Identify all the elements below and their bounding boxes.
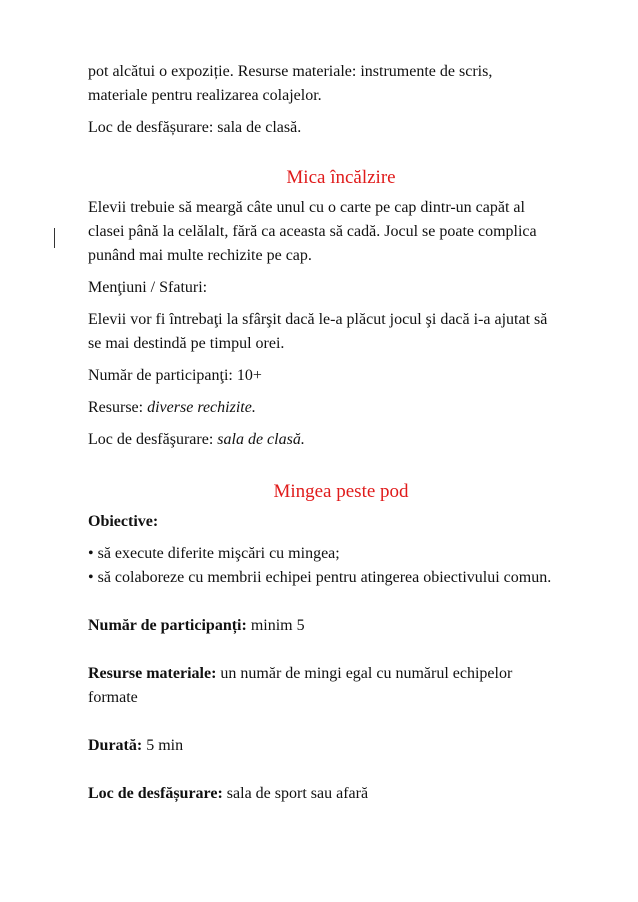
section1-desc-line: Elevii trebuie să meargă câte unul cu o carte pe cap dintr-un capăt al <box>88 199 525 216</box>
loc-value: sala de sport sau afară <box>222 785 369 802</box>
section2-resurse-cont: formate <box>88 689 138 706</box>
durata-value: 5 min <box>142 737 184 754</box>
document-page <box>88 60 594 806</box>
section-title-mica-incalzire: Mica încălzire <box>286 167 396 188</box>
section2-participanti <box>88 614 594 638</box>
resurse-value: un număr de mingi egal cu numărul echipelor <box>216 665 513 682</box>
section2-obiective-label: Obiective: <box>88 513 159 530</box>
section1-sfat-line: Elevii vor fi întrebaţi la sfârşit dacă le-a plăcut jocul şi dacă i-a ajutat să <box>88 311 548 328</box>
section1-desc-line: clasei până la celălalt, fără ca aceasta să cadă. Jocul se poate complica <box>88 223 537 240</box>
intro-location: Loc de desfășurare: sala de clasă. <box>88 119 302 136</box>
section1-desc-line: punând mai multe rechizite pe cap. <box>88 247 312 264</box>
resurse-label: Resurse materiale: <box>88 665 217 682</box>
section1-mentiuni: Menţiuni / Sfaturi: <box>88 279 208 296</box>
intro-line: pot alcătui o expoziție. Resurse materiale: instrumente de scris, <box>88 63 493 80</box>
loc-label: Loc de desfăşurare: <box>88 431 218 448</box>
section1-resurse <box>88 396 594 420</box>
loc-value: sala de clasă. <box>217 431 305 448</box>
section2-obiectiv-item: • să execute diferite mişcări cu mingea; <box>88 545 340 562</box>
intro-line: materiale pentru realizarea colajelor. <box>88 87 322 104</box>
durata-label: Durată: <box>88 737 143 754</box>
resurse-label: Resurse: <box>88 399 148 416</box>
participanti-label: Număr de participanți: <box>88 617 247 634</box>
section-title-mingea-peste-pod: Mingea peste pod <box>273 481 409 502</box>
resurse-value: diverse rechizite. <box>147 399 256 416</box>
section1-sfat-line: se mai destindă pe timpul orei. <box>88 335 285 352</box>
section2-obiectiv-item: • să colaboreze cu membrii echipei pentru atingerea obiectivului comun. <box>88 569 552 586</box>
section2-durata <box>88 734 594 758</box>
section1-loc <box>88 428 594 452</box>
participanti-value: minim 5 <box>246 617 305 634</box>
revision-change-bar <box>54 228 55 248</box>
section2-resurse <box>88 662 594 686</box>
section2-loc <box>88 782 594 806</box>
section1-participanti: Număr de participanţi: 10+ <box>88 367 262 384</box>
loc-label: Loc de desfășurare: <box>88 785 223 802</box>
